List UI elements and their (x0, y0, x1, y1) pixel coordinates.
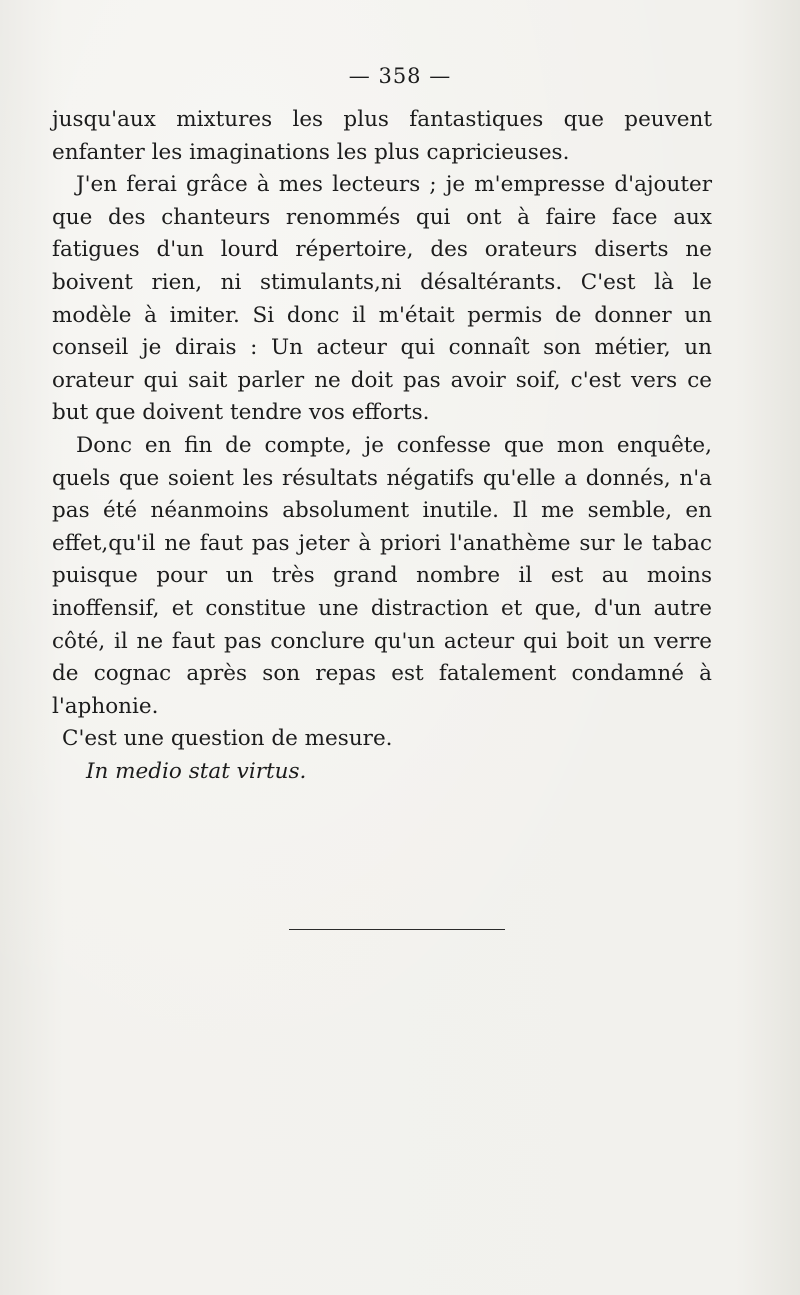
paragraph-continuation: jusqu'aux mixtures les plus fantastiques que peuvent enfanter les imaginations les plus capricieuses. (52, 107, 712, 165)
paragraph-mesure: C'est une question de mesure. (62, 726, 393, 752)
section-end-rule (289, 929, 505, 930)
paragraph-conclusion: Donc en fin de compte, je confesse que mon enquête, quels que soient les résultats négatifs qu'elle a donnés, n'a pas été néanmoins absolument inutile. Il me semble, en effet,qu'il ne faut pas jeter à priori l'anathème sur le tabac puisque pour un très grand nombre il est au moins inoffensif, et constitue une distraction et que, d'un autre côté, il ne faut pas conclure qu'un acteur qui boit un verre de cognac après son repas est fatalement condamné à l'aphonie. (52, 432, 712, 719)
closing-maxim: In medio stat virtus. (86, 758, 307, 784)
page-number: — 358 — (348, 64, 452, 88)
body-text (52, 104, 712, 788)
paragraph-lecteurs: J'en ferai grâce à mes lecteurs ; je m'empresse d'ajouter que des chanteurs renommés qui ont à faire face aux fatigues d'un lourd répertoire, des orateurs diserts ne boivent rien, ni stimulants,ni désaltérants. C'est là le modèle à imiter. Si donc il m'était permis de donner un conseil je dirais : Un acteur qui connaît son métier, un orateur qui sait parler ne doit pas avoir soif, c'est vers ce but que doivent tendre vos efforts. (52, 172, 712, 426)
